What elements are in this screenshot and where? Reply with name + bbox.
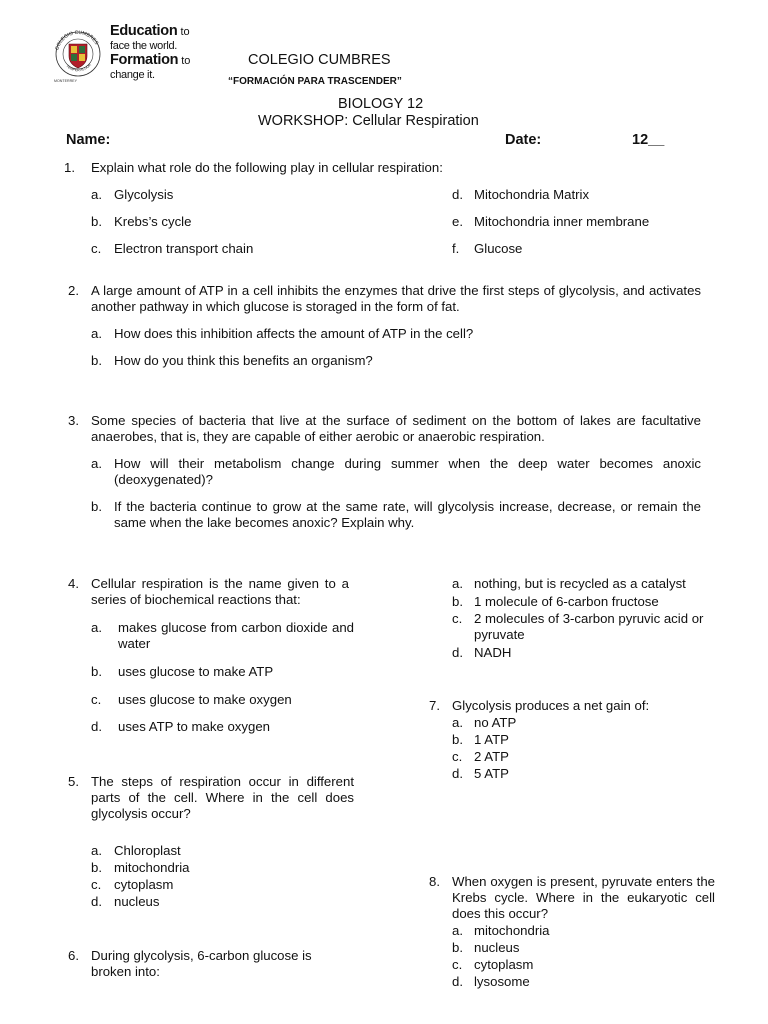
q6-option-text: nothing, but is recycled as a catalyst	[474, 576, 686, 591]
grade-label: 12__	[632, 132, 665, 148]
q7-option-letter: b.	[452, 732, 463, 747]
q4-option-text: uses glucose to make oxygen	[118, 692, 292, 707]
q1-option-letter: c.	[91, 241, 102, 256]
q3-option-letter: b.	[91, 499, 102, 514]
q4-option-letter: a.	[91, 620, 102, 635]
q1-option-letter: f.	[452, 241, 460, 256]
q6-option-letter: d.	[452, 645, 463, 660]
q6-option-text: NADH	[474, 645, 512, 660]
q4-option-letter: c.	[91, 692, 102, 707]
q3-text: Some species of bacteria that live at the surface of sediment on the bottom of lakes are facultative anaerobes, that is, they are capable of either aerobic or anaerobic respiration.	[91, 413, 701, 444]
q6-option-letter: a.	[452, 576, 463, 591]
q6-text: During glycolysis, 6-carbon glucose is broken into:	[91, 948, 312, 979]
q1-option-letter: b.	[91, 214, 102, 229]
q6-number: 6.	[68, 948, 79, 963]
q1-number: 1.	[64, 160, 75, 175]
q2-option-text: How does this inhibition affects the amount of ATP in the cell?	[114, 326, 474, 341]
q7-text: Glycolysis produces a net gain of:	[452, 698, 650, 713]
q7-option-text: 5 ATP	[474, 766, 509, 781]
q8-option-text: cytoplasm	[474, 957, 534, 972]
q5-option-text: nucleus	[114, 894, 160, 909]
q4-number: 4.	[68, 576, 79, 591]
q1-option-text: Glycolysis	[114, 187, 174, 202]
q2-option-text: How do you think this benefits an organism?	[114, 353, 373, 368]
brand-formation: Formation	[110, 52, 179, 68]
q5-text: The steps of respiration occur in different parts of the cell. Where in the cell does glycolysis occur?	[91, 774, 354, 821]
q6-option-text: 2 molecules of 3-carbon pyruvic acid or pyruvate	[474, 611, 704, 642]
q4-option-letter: d.	[91, 719, 102, 734]
q4-option-letter: b.	[91, 664, 102, 679]
q5-option-letter: a.	[91, 843, 102, 858]
q3-option-text: If the bacteria continue to grow at the same rate, will glycolysis increase, decrease, or remain the same when the lake becomes anoxic? Explain why.	[114, 499, 701, 530]
q7-number: 7.	[429, 698, 440, 713]
brand-to-1: to	[177, 26, 190, 38]
q1-option-text: Krebs’s cycle	[114, 214, 192, 229]
q1-text: Explain what role do the following play in cellular respiration:	[91, 160, 443, 175]
q8-option-letter: d.	[452, 974, 463, 989]
q6-option-text: 1 molecule of 6-carbon fructose	[474, 594, 659, 609]
course-title: BIOLOGY 12	[338, 96, 424, 112]
q7-option-text: 2 ATP	[474, 749, 509, 764]
brand-change-it: change it.	[110, 69, 155, 81]
q5-option-text: mitochondria	[114, 860, 190, 875]
q5-option-letter: c.	[91, 877, 102, 892]
q6-option-letter: b.	[452, 594, 463, 609]
q2-text: A large amount of ATP in a cell inhibits the enzymes that drive the first steps of glycolysis, and activates another pathway in which glucose is storaged in the form of fat.	[91, 283, 701, 314]
school-crest-logo	[50, 24, 106, 84]
date-label: Date:	[505, 132, 542, 148]
q1-option-text: Glucose	[474, 241, 523, 256]
svg-text:COLEGIO CUMBRES: COLEGIO CUMBRES	[54, 29, 100, 51]
q4-option-text: makes glucose from carbon dioxide and water	[118, 620, 354, 651]
q1-option-text: Mitochondria inner membrane	[474, 214, 650, 229]
q1-option-letter: d.	[452, 187, 463, 202]
q8-option-letter: b.	[452, 940, 463, 955]
brand-face-world: face the world.	[110, 40, 178, 52]
q5-option-letter: b.	[91, 860, 102, 875]
q5-number: 5.	[68, 774, 79, 789]
q7-option-letter: d.	[452, 766, 463, 781]
q7-option-text: 1 ATP	[474, 732, 509, 747]
brand-tagline	[110, 24, 190, 82]
svg-text:TEMPER ALTIOR: TEMPER ALTIOR	[65, 62, 93, 73]
q6-option-letter: c.	[452, 611, 463, 626]
q3-number: 3.	[68, 413, 79, 428]
q8-option-letter: c.	[452, 957, 463, 972]
q7-option-letter: a.	[452, 715, 463, 730]
q8-option-text: lysosome	[474, 974, 530, 989]
q4-option-text: uses glucose to make ATP	[118, 664, 274, 679]
q2-option-letter: a.	[91, 326, 102, 341]
q8-option-text: mitochondria	[474, 923, 550, 938]
q7-option-letter: c.	[452, 749, 463, 764]
svg-text:MONTERREY: MONTERREY	[54, 79, 77, 83]
q8-option-letter: a.	[452, 923, 463, 938]
q3-option-letter: a.	[91, 456, 102, 471]
q8-text: When oxygen is present, pyruvate enters the Krebs cycle. Where in the eukaryotic cell does this occur?	[452, 874, 715, 921]
q1-option-text: Mitochondria Matrix	[474, 187, 590, 202]
workshop-title: WORKSHOP: Cellular Respiration	[258, 113, 479, 129]
name-label: Name:	[66, 132, 111, 148]
q2-number: 2.	[68, 283, 79, 298]
q8-option-text: nucleus	[474, 940, 520, 955]
q8-number: 8.	[429, 874, 440, 889]
q1-option-letter: a.	[91, 187, 102, 202]
q1-option-letter: e.	[452, 214, 463, 229]
q2-option-letter: b.	[91, 353, 102, 368]
q5-option-text: Chloroplast	[114, 843, 181, 858]
q1-option-text: Electron transport chain	[114, 241, 254, 256]
q5-option-text: cytoplasm	[114, 877, 174, 892]
brand-to-2: to	[178, 55, 191, 67]
q7-option-text: no ATP	[474, 715, 517, 730]
school-name: COLEGIO CUMBRES	[248, 52, 391, 68]
q5-option-letter: d.	[91, 894, 102, 909]
q3-option-text: How will their metabolism change during summer when the deep water becomes anoxic (deoxygenated)?	[114, 456, 701, 487]
q4-text: Cellular respiration is the name given to a series of biochemical reactions that:	[91, 576, 349, 607]
school-motto: “FORMACIÓN PARA TRASCENDER”	[228, 76, 402, 87]
q4-option-text: uses ATP to make oxygen	[118, 719, 270, 734]
brand-education: Education	[110, 23, 178, 39]
